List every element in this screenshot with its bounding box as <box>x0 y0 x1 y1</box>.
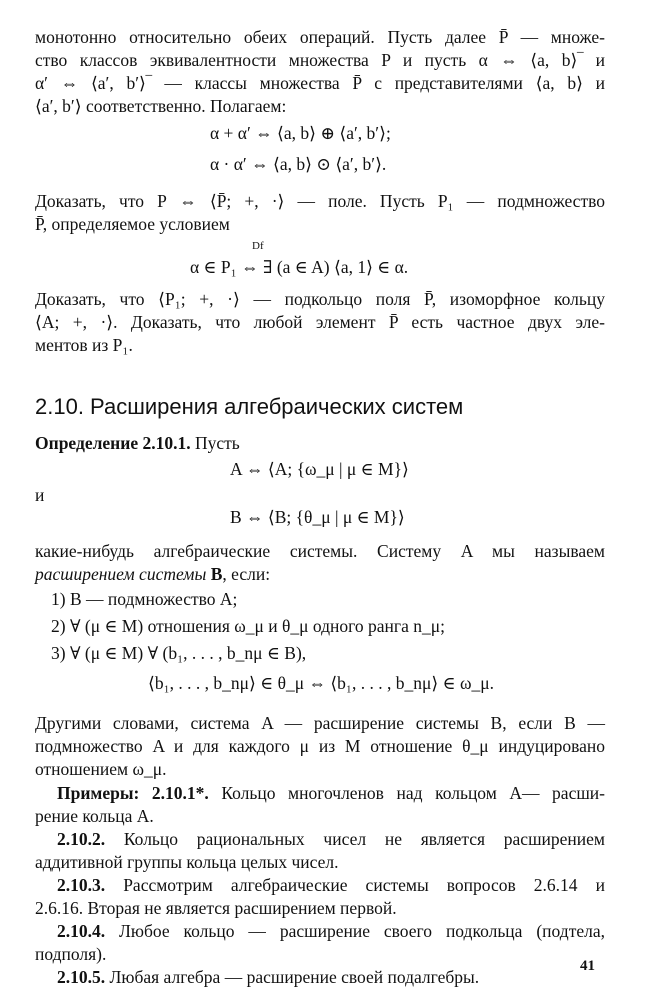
definition-paragraph <box>35 432 605 455</box>
section-heading: 2.10. Расширения алгебраических систем <box>35 394 464 419</box>
summary-paragraph <box>35 712 605 781</box>
example-text: подполя). <box>35 944 107 964</box>
formula-line: α ∈ P₁ ⇔ ∃ (a ∈ A) ⟨a, 1⟩ ∈ α. <box>190 257 409 277</box>
example-label: Примеры: 2.10.1*. <box>57 783 209 803</box>
formula-block-sum-product <box>210 122 590 176</box>
definition-text: Пусть <box>194 433 240 453</box>
examples-section <box>35 782 605 989</box>
conditions-list <box>35 588 605 665</box>
example-text: Кольцо многочленов над кольцом A— расши- <box>208 783 606 803</box>
formula-p1-definition <box>190 256 610 279</box>
definition-continuation <box>35 540 605 586</box>
text-line: Доказать, что P ⇔ ⟨P̄; +, ·⟩ — поле. Пусть P₁ — подмножество <box>35 191 605 211</box>
text-line: отношением ω_μ. <box>35 759 167 779</box>
formula-system-a <box>230 458 590 481</box>
formula-product: α · α′ ⇔ ⟨a, b⟩ ⊙ ⟨a′, b′⟩. <box>210 154 387 174</box>
text-line: монотонно относительно обеих операций. Пусть далее P̄ — множе- <box>35 27 605 47</box>
example-text: Любое кольцо — расширение своего подкольца (подтела, <box>105 921 605 941</box>
example-text: Рассмотрим алгебраические системы вопросов 2.6.14 и <box>105 875 605 895</box>
text-line: и <box>35 485 45 505</box>
system-b-symbol: B <box>210 564 223 584</box>
formula-line: B ⇔ ⟨B; {θ_μ | μ ∈ M}⟩ <box>230 507 405 527</box>
text-line: ⟨A; +, ·⟩. Доказать, что любой элемент P̄ есть частное двух эле- <box>35 312 605 332</box>
example-text: 2.6.16. Вторая не является расширением первой. <box>35 898 397 918</box>
formula-system-b <box>230 506 590 529</box>
text-fragment: , если: <box>222 564 271 584</box>
formula-sum: α + α′ ⇔ ⟨a, b⟩ ⊕ ⟨a′, b′⟩; <box>210 123 391 143</box>
df-label: Df <box>252 240 264 252</box>
definition-label: Определение 2.10.1. <box>35 433 191 453</box>
example-text: Любая алгебра — расширение своей подалгебры. <box>105 967 480 987</box>
text-line: α′ ⇔ ⟨a′, b′⟩‾ — классы множества P̄ с представителями ⟨a, b⟩ и <box>35 73 605 93</box>
page-number: 41 <box>580 958 595 974</box>
example-label: 2.10.4. <box>57 921 106 941</box>
example-text: рение кольца A. <box>35 806 154 826</box>
list-item: 2) ∀ (μ ∈ M) отношения ω_μ и θ_μ одного ранга n_μ; <box>51 616 445 636</box>
example-label: 2.10.2. <box>57 829 106 849</box>
formula-line: A ⇔ ⟨A; {ω_μ | μ ∈ M}⟩ <box>230 459 409 479</box>
prove-paragraph-2 <box>35 288 605 357</box>
example-label: 2.10.5. <box>57 967 106 987</box>
term-extension: расширением системы <box>35 564 207 584</box>
text-line: подмножество A и для каждого μ из M отношение θ_μ индуцировано <box>35 736 605 756</box>
example-label: 2.10.3. <box>57 875 106 895</box>
text-line: какие-нибудь алгебраические системы. Систему A мы называем <box>35 541 605 561</box>
condition-formula <box>148 672 608 695</box>
conjunction <box>35 484 605 507</box>
text-line: Другими словами, система A — расширение системы B, если B — <box>35 713 605 733</box>
formula-line: ⟨b₁, . . . , b_nμ⟩ ∈ θ_μ ⇔ ⟨b₁, . . . , b_nμ⟩ ∈ ω_μ. <box>148 673 494 693</box>
text-line: Доказать, что ⟨P₁; +, ·⟩ — подкольцо поля P̄, изоморфное кольцу <box>35 289 605 309</box>
list-item: 3) ∀ (μ ∈ M) ∀ (b₁, . . . , b_nμ ∈ B), <box>51 643 307 663</box>
text-line: ство классов эквивалентности множества P и пусть α ⇔ ⟨a, b⟩‾ и <box>35 50 605 70</box>
text-line: P̄, определяемое условием <box>35 214 230 234</box>
example-text: аддитивной группы кольца целых чисел. <box>35 852 339 872</box>
list-item: 1) B — подмножество A; <box>51 589 238 609</box>
top-paragraph <box>35 26 605 118</box>
prove-paragraph-1 <box>35 190 605 236</box>
text-line: ментов из P₁. <box>35 335 133 355</box>
text-line: ⟨a′, b′⟩ соответственно. Полагаем: <box>35 96 287 116</box>
example-text: Кольцо рациональных чисел не является расширением <box>105 829 605 849</box>
